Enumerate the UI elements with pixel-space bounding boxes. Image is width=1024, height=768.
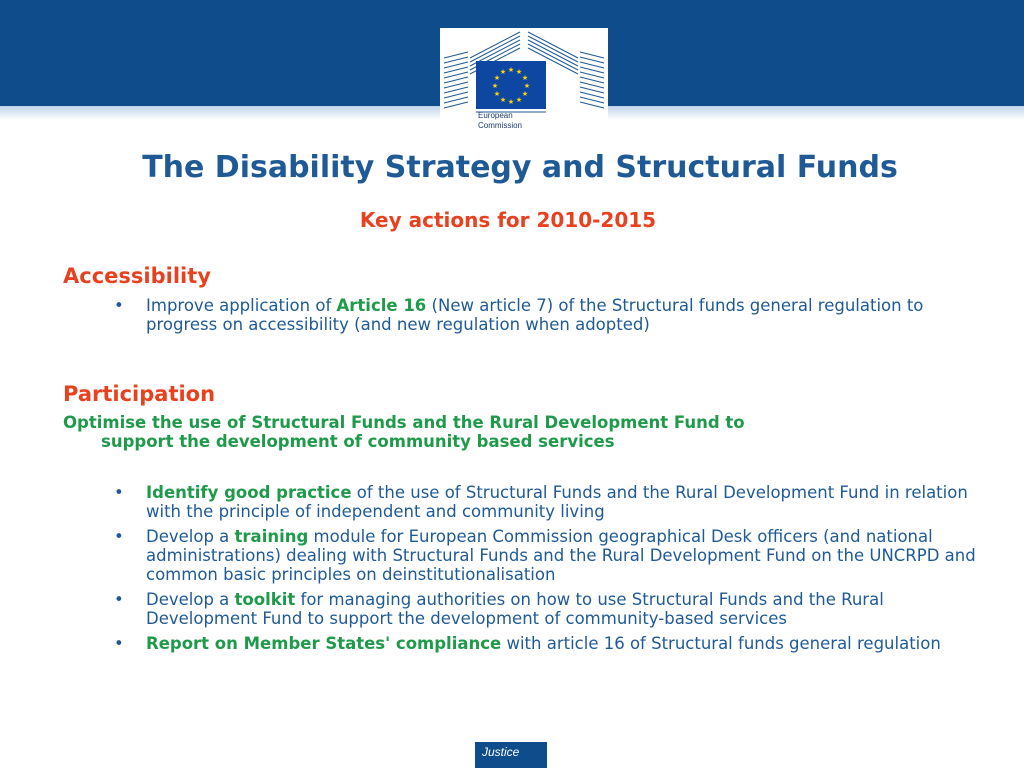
bullet-text-post: with article 16 of Structural funds general regulation — [501, 634, 941, 653]
participation-heading: Participation — [63, 382, 216, 406]
bullet-icon: • — [114, 590, 124, 609]
bullet-icon: • — [114, 296, 124, 315]
svg-text:★: ★ — [515, 68, 523, 76]
intro-line-2: support the development of community based services — [101, 432, 615, 451]
list-item — [108, 296, 978, 334]
accessibility-heading: Accessibility — [63, 264, 211, 288]
participation-bullet-list — [108, 483, 978, 653]
logo-text-line1: European — [478, 111, 513, 120]
svg-text:★: ★ — [493, 90, 501, 98]
bullet-highlight: toolkit — [234, 590, 296, 609]
svg-text:★: ★ — [507, 98, 515, 106]
bullet-highlight: Identify good practice — [146, 483, 352, 502]
bullet-text-pre: Develop a — [146, 527, 235, 546]
footer-label: Justice — [482, 745, 520, 759]
svg-text:★: ★ — [499, 68, 507, 76]
bullet-text-post: of the use of Structural Funds and the Rural Development Fund in relation with the principle of independent and community living — [146, 483, 968, 521]
svg-text:★: ★ — [523, 82, 531, 90]
svg-text:★: ★ — [499, 96, 507, 104]
accessibility-bullet-list — [108, 296, 978, 334]
bullet-icon: • — [114, 483, 124, 502]
page-title: The Disability Strategy and Structural Funds — [142, 150, 898, 185]
intro-line-1: Optimise the use of Structural Funds and the Rural Development Fund to — [63, 413, 745, 432]
svg-text:★: ★ — [491, 82, 499, 90]
svg-text:★: ★ — [521, 74, 529, 82]
participation-intro — [63, 413, 963, 451]
list-item — [108, 634, 978, 653]
svg-text:★: ★ — [493, 74, 501, 82]
list-item — [108, 483, 978, 521]
bullet-highlight: training — [234, 527, 309, 546]
bullet-text-pre: Develop a — [146, 590, 235, 609]
bullet-text-post: module for European Commission geographical Desk officers (and national administrations) dealing with Structural Funds and the Rural Development Fund on the UNCRPD and common basic principles on deinstitutionalisation — [146, 527, 976, 584]
bullet-text-pre: Improve application of — [146, 296, 337, 315]
bullet-text-post: for managing authorities on how to use Structural Funds and the Rural Development Fund to support the development of community-based services — [146, 590, 884, 628]
svg-text:★: ★ — [507, 66, 515, 74]
svg-text:★: ★ — [521, 90, 529, 98]
bullet-text-post: (New article 7) of the Structural funds general regulation to progress on accessibility (and new regulation when adopted) — [146, 296, 924, 334]
bullet-highlight: Article 16 — [336, 296, 427, 315]
bullet-icon: • — [114, 634, 124, 653]
bullet-highlight: Report on Member States' compliance — [146, 634, 502, 653]
bullet-icon: • — [114, 527, 124, 546]
ec-logo-icon — [440, 28, 608, 141]
page-subtitle: Key actions for 2010-2015 — [359, 208, 657, 232]
svg-text:★: ★ — [515, 96, 523, 104]
logo-text-line2: Commission — [478, 121, 523, 130]
list-item — [108, 527, 978, 584]
ec-logo-text — [478, 111, 522, 131]
list-item — [108, 590, 978, 628]
